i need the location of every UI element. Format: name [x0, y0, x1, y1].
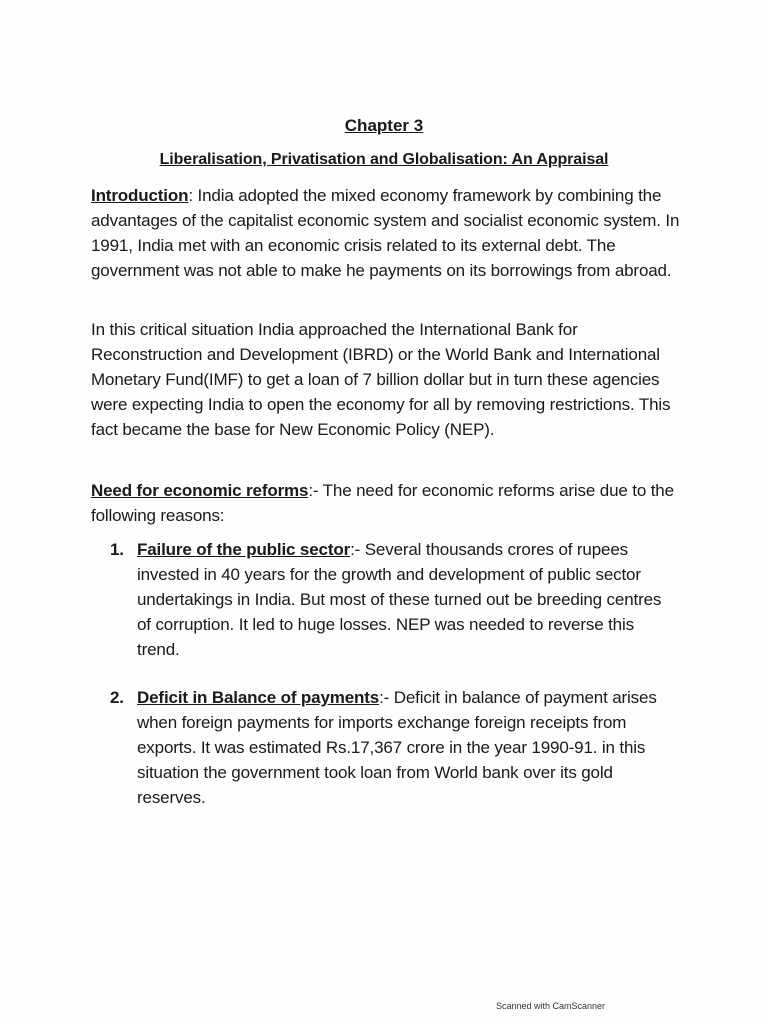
- chapter-heading: Chapter 3: [344, 116, 424, 135]
- list-text: [137, 537, 670, 662]
- list-item: [110, 537, 670, 662]
- crisis-paragraph: In this critical situation India approached the International Bank for Reconstruction and Development (IBRD) or the World Bank and International Monetary Fund(IMF) to get a loan of 7 billion dollar but in turn these agencies were expecting India to open the economy for all by removing restrictions. This fact became the base for New Economic Policy (NEP).: [91, 320, 671, 439]
- page-title: Liberalisation, Privatisation and Globalisation: An Appraisal: [159, 151, 609, 168]
- intro-paragraph: [91, 183, 691, 283]
- intro-lead: Introduction: [91, 186, 189, 205]
- list-number: 2.: [110, 688, 124, 707]
- reason-lead: Failure of the public sector: [137, 540, 351, 559]
- need-text: :- The need for economic reforms arise due to the following reasons:: [91, 481, 674, 525]
- scanner-watermark: Scanned with CamScanner: [496, 1001, 606, 1011]
- need-paragraph: [91, 478, 691, 528]
- list-item: [110, 685, 670, 810]
- intro-text: : India adopted the mixed economy framework by combining the advantages of the capitalist economic system and socialist economic system. In 1991, India met with an economic crisis related to its external debt. The government was not able to make he payments on its borrowings from abroad.: [91, 186, 680, 280]
- list-number: 1.: [110, 540, 124, 559]
- list-text: [137, 685, 670, 810]
- need-lead: Need for economic reforms: [91, 481, 309, 500]
- reason-lead: Deficit in Balance of payments: [137, 688, 380, 707]
- reason-text: :- Deficit in balance of payment arises when foreign payments for imports exchange foreign receipts from exports. It was estimated Rs.17,367 crore in the year 1990-91. in this situation the government took loan from World bank over its gold reserves.: [137, 688, 657, 807]
- reason-text: :- Several thousands crores of rupees invested in 40 years for the growth and development of public sector undertakings in India. But most of these turned out be breeding centres of corruption. It led to huge losses. NEP was needed to reverse this trend.: [137, 540, 662, 659]
